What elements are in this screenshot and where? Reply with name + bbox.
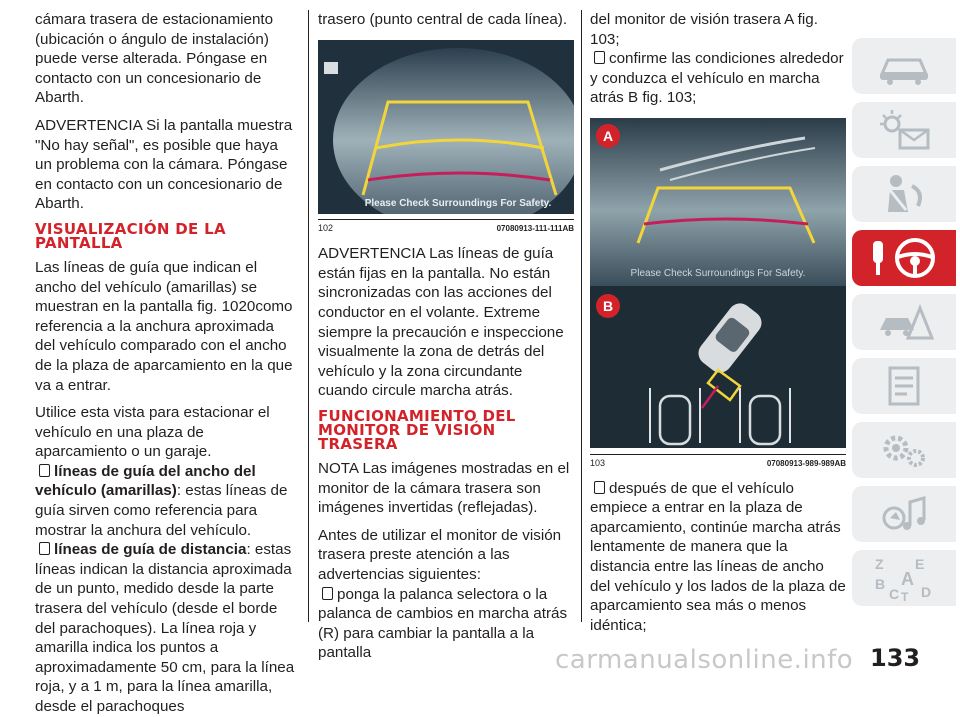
tab-emergency[interactable] xyxy=(852,294,956,350)
multimedia-icon xyxy=(874,492,934,536)
camera-corner-icon xyxy=(324,62,338,74)
checkbox-bullet-icon xyxy=(39,542,50,555)
warning-paragraph: ADVERTENCIA Las líneas de guía están fijas en la pantalla. No están sincronizadas con las acciones del conductor en el volante. Extreme siempre la precaución e inspeccione visualmente la zona de detrás del vehículo y la zona circundante cuando circule marcha atrás. xyxy=(318,245,564,400)
svg-text:B: B xyxy=(602,297,614,314)
bullet-term: líneas de guía de distancia xyxy=(54,541,247,559)
figure-102 xyxy=(318,40,574,235)
svg-text:A: A xyxy=(602,127,614,144)
svg-text:B: B xyxy=(875,576,886,592)
checkbox-bullet-icon xyxy=(594,481,605,494)
car-dashboard-icon xyxy=(874,46,934,86)
paragraph: trasero (punto central de cada línea). xyxy=(318,11,568,28)
figure-103 xyxy=(590,118,846,469)
paragraph: Utilice esta vista para estacionar el vehículo en una plaza de aparcamiento o un garaje. xyxy=(35,404,270,461)
bullet-term: líneas de guía del ancho del vehículo (amarillas) xyxy=(35,462,256,500)
figure-code: 07080913-989-989AB xyxy=(766,458,846,468)
figure-code: 07080913-111-111AB xyxy=(496,224,574,234)
bullet-text: : estas líneas de guía sirven como referencia para mostrar la anchura del vehículo. xyxy=(35,482,288,539)
warning-paragraph: ADVERTENCIA Si la pantalla muestra "No hay señal", es posible que haya un problema con la cámara. Póngase en contacto con un concesionario de Abarth. xyxy=(35,116,293,213)
section-heading: VISUALIZACIÓN DE LA PANTALLA xyxy=(35,219,226,252)
safety-seatbelt-airbag-icon xyxy=(874,172,934,216)
bullet-text: ponga la palanca selectora o la palanca de cambios en marcha atrás (R) para cambiar la pantalla a la pantalla xyxy=(318,585,568,662)
warning-lights-message-icon xyxy=(874,108,934,152)
tab-starting-driving[interactable] xyxy=(852,230,956,286)
paragraph: Las líneas de guía que indican el ancho del vehículo (amarillas) se muestran en la pantalla fig. 1020como referencia a la anchura aproximada del vehículo comparado con el ancho de la plaza de aparcamiento en la que va a entrar. xyxy=(35,258,293,394)
svg-text:C: C xyxy=(889,586,900,602)
paragraph: Antes de utilizar el monitor de visión trasera preste atención a las advertencias siguientes: xyxy=(318,526,562,583)
bullet-text: : estas líneas indican la distancia aproximada de un punto, medido desde la parte trasera del vehículo (desde el borde del parachoques). La línea roja y amarilla indica los puntos a aproximadamente 50 cm, para la línea roja, y a 1 m, para la línea amarilla, desde el parachoques xyxy=(35,541,295,715)
tab-safety[interactable] xyxy=(852,166,956,222)
technical-data-gears-icon xyxy=(874,428,934,472)
bullet-item xyxy=(590,479,846,636)
paragraph: del monitor de visión trasera A fig. 103; xyxy=(590,11,818,48)
tab-vehicle-overview[interactable] xyxy=(852,38,956,94)
camera-overlay-text: Please Check Surroundings For Safety. xyxy=(364,197,552,209)
rear-view-monitor-diagram xyxy=(590,118,846,448)
checkbox-bullet-icon xyxy=(39,464,50,477)
tab-warning-lights[interactable] xyxy=(852,102,956,158)
svg-text:Z: Z xyxy=(875,556,884,572)
tab-multimedia[interactable] xyxy=(852,486,956,542)
page-number: 133 xyxy=(870,644,921,672)
text-column-3 xyxy=(590,10,846,635)
bullet-item xyxy=(318,585,574,663)
rear-camera-guidelines-image xyxy=(318,40,574,214)
text-column-2 xyxy=(318,10,574,663)
figure-caption xyxy=(590,454,846,469)
tab-maintenance[interactable] xyxy=(852,358,956,414)
watermark: carmanualsonline.info xyxy=(555,645,854,675)
svg-text:T: T xyxy=(901,590,909,603)
note-paragraph: NOTA Las imágenes mostradas en el monitor de la cámara trasera son imágenes invertidas (reflejadas). xyxy=(318,459,570,517)
bullet-item xyxy=(35,462,297,540)
breakdown-warning-triangle-icon xyxy=(874,300,934,344)
figure-number: 103 xyxy=(590,457,606,468)
svg-text:E: E xyxy=(915,556,925,572)
column-divider xyxy=(308,10,309,622)
bullet-text: confirme las condiciones alrededor y conduzca el vehículo en marcha atrás B fig. 103; xyxy=(590,50,844,107)
svg-text:A: A xyxy=(901,569,914,589)
figure-caption xyxy=(318,219,574,234)
figure-number: 102 xyxy=(318,223,334,234)
checkbox-bullet-icon xyxy=(322,587,333,600)
bullet-text: después de que el vehículo empiece a entrar en la plaza de aparcamiento, continúe marcha atrás lentamente de manera que la distancia entre las líneas de ancho del vehículo y los lados de la plaza de aparcamiento sea más o menos idéntica; xyxy=(590,479,846,634)
bullet-item xyxy=(590,49,846,108)
text-column-1 xyxy=(35,10,297,717)
paragraph: cámara trasera de estacionamiento (ubicación o ángulo de instalación) puede verse alterada. Póngase en contacto con un concesionario de Abarth. xyxy=(35,11,274,107)
chapter-tabs xyxy=(852,38,956,614)
steering-wheel-key-icon xyxy=(867,235,941,281)
bullet-item xyxy=(35,540,297,716)
index-letters-icon xyxy=(869,553,939,603)
tab-index[interactable] xyxy=(852,550,956,606)
checkbox-bullet-icon xyxy=(594,51,605,64)
maintenance-checklist-icon xyxy=(874,364,934,408)
tab-technical-data[interactable] xyxy=(852,422,956,478)
svg-text:D: D xyxy=(921,584,932,600)
column-divider xyxy=(581,10,582,622)
section-heading: FUNCIONAMIENTO DEL MONITOR DE VISIÓN TRASERA xyxy=(318,406,516,453)
svg-text:Please Check Surroundings For: Please Check Surroundings For Safety. xyxy=(630,267,806,279)
